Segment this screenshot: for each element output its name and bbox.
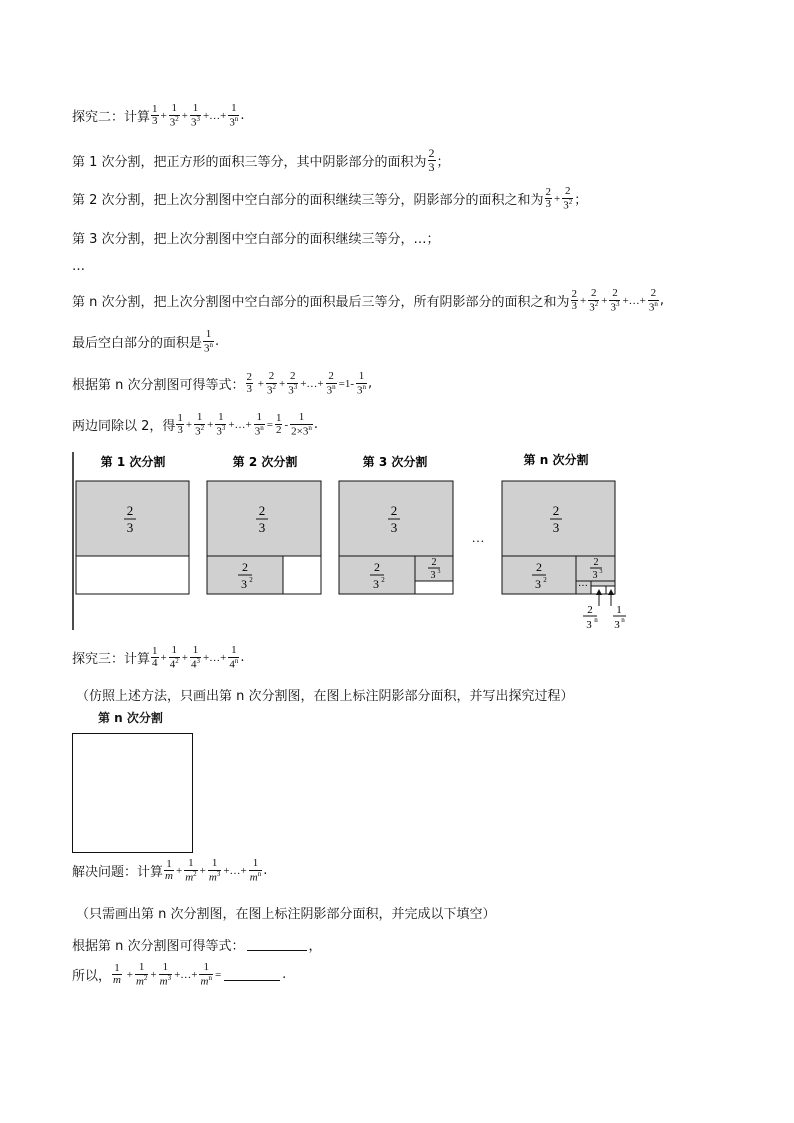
solve-note: （只需画出第 n 次分割图，在图上标注阴影部分面积，并完成以下填空） (76, 907, 496, 922)
svg-text:3: 3 (535, 577, 541, 591)
svg-text:2: 2 (258, 503, 266, 518)
explore3-box-label: 第 n 次分割 (98, 711, 163, 725)
explore3-title: 探究三：计算 $\frac{1}{4}$ + $\frac{1}{4^2}$ + $\frac{1}{4^3}$ +…+ $\frac{1}{4^n}$ . (72, 644, 245, 671)
svg-text:3: 3 (599, 569, 603, 575)
fig-label-n: 第 n 次分割 (523, 453, 589, 467)
explore2-step2: 第 2 次分割，把上次分割图中空白部分的面积继续三等分，阴影部分的面积之和为 $\frac{2}{3}$ + $\frac{2}{3^2}$ ； (72, 185, 588, 212)
fig-label-3: 第 3 次分割 (362, 455, 428, 469)
fig-label-2: 第 2 次分割 (232, 455, 298, 469)
svg-text:2: 2 (381, 576, 385, 584)
svg-text:3: 3 (258, 520, 266, 535)
explore2-stepn: 第 n 次分割，把上次分割图中空白部分的面积最后三等分，所有阴影部分的面积之和为 $\frac{2}{3}$ + $\frac{2}{3^2}$ + $\frac{2}{3^3}$ +…+ $\frac{2}{3^n}$ , (72, 287, 665, 314)
svg-text:3: 3 (126, 520, 134, 535)
drawing-box[interactable] (72, 733, 193, 853)
solve-equation: 根据第 n 次分割图可得等式： ， (72, 939, 322, 954)
svg-text:2: 2 (126, 503, 134, 518)
explore2-equation: 根据第 n 次分割图可得等式： $\frac{2}{3}$ + $\frac{2}{3^2}$ + $\frac{2}{3^3}$ +…+ $\frac{2}{3^n}$ =1- $\frac{1}{3^n}$ , (72, 370, 373, 397)
explore2-step1: 第 1 次分割，把正方形的面积三等分，其中阴影部分的面积为 $\frac{2}{3}$ ； (72, 146, 450, 174)
svg-text:3: 3 (586, 619, 592, 631)
svg-text:2: 2 (249, 576, 253, 584)
equation-blank[interactable] (247, 938, 307, 951)
explore2-remaining: 最后空白部分的面积是 $\frac{1}{3^n}$ . (72, 328, 220, 355)
svg-text:2: 2 (431, 557, 437, 568)
svg-text:n: n (594, 616, 598, 624)
solve-conclusion: 所以， $\frac{1}{m}$ + $\frac{1}{m^2}$ + $\frac{1}{m^3}$ +…+ $\frac{1}{m^n}$ = . (72, 961, 287, 988)
svg-text:2: 2 (390, 503, 398, 518)
division-square-2 (207, 481, 321, 594)
explore2-divide: 两边同除以 2，得 $\frac{1}{3}$ + $\frac{1}{3^2}$ + $\frac{1}{3^3}$ +…+ $\frac{1}{3^n}$ = $\frac{1}{2}$ - $\frac{1}{2\times 3^n}$ . (72, 411, 319, 438)
division-square-3 (339, 481, 453, 594)
answer-blank[interactable] (224, 968, 280, 981)
svg-text:3: 3 (614, 619, 620, 631)
svg-text:3: 3 (437, 569, 441, 575)
division-figure (68, 450, 628, 635)
svg-text:2: 2 (593, 557, 599, 568)
svg-text:n: n (621, 616, 625, 624)
svg-text:2: 2 (543, 576, 547, 584)
explore2-step3: 第 3 次分割，把上次分割图中空白部分的面积继续三等分，…； (72, 232, 440, 247)
division-square-n (502, 481, 626, 631)
svg-text:2: 2 (242, 560, 248, 574)
svg-text:3: 3 (390, 520, 398, 535)
svg-text:1: 1 (616, 604, 622, 616)
explore3-note: （仿照上述方法，只画出第 n 次分割图，在图上标注阴影部分面积，并写出探究过程） (76, 689, 574, 704)
figure-ellipsis: … (471, 530, 485, 545)
svg-text:3: 3 (592, 570, 598, 581)
svg-text:3: 3 (552, 520, 560, 535)
svg-text:2: 2 (374, 560, 380, 574)
explore2-ellipsis: … (72, 259, 85, 274)
svg-text:3: 3 (241, 577, 247, 591)
svg-text:2: 2 (552, 503, 560, 518)
svg-text:…: … (578, 578, 588, 589)
fig-label-1: 第 1 次分割 (100, 455, 166, 469)
svg-text:3: 3 (430, 570, 436, 581)
svg-text:3: 3 (373, 577, 379, 591)
solve-title: 解决问题：计算 $\frac{1}{m}$ + $\frac{1}{m^2}$ + $\frac{1}{m^3}$ +…+ $\frac{1}{m^n}$ . (72, 857, 268, 884)
svg-text:2: 2 (536, 560, 542, 574)
explore2-title: 探究二：计算 $\frac{1}{3}$ + $\frac{1}{3^2}$ + $\frac{1}{3^3}$ +…+ $\frac{1}{3^n}$ . (72, 102, 245, 129)
division-square-1 (76, 481, 189, 594)
svg-text:2: 2 (587, 604, 593, 616)
